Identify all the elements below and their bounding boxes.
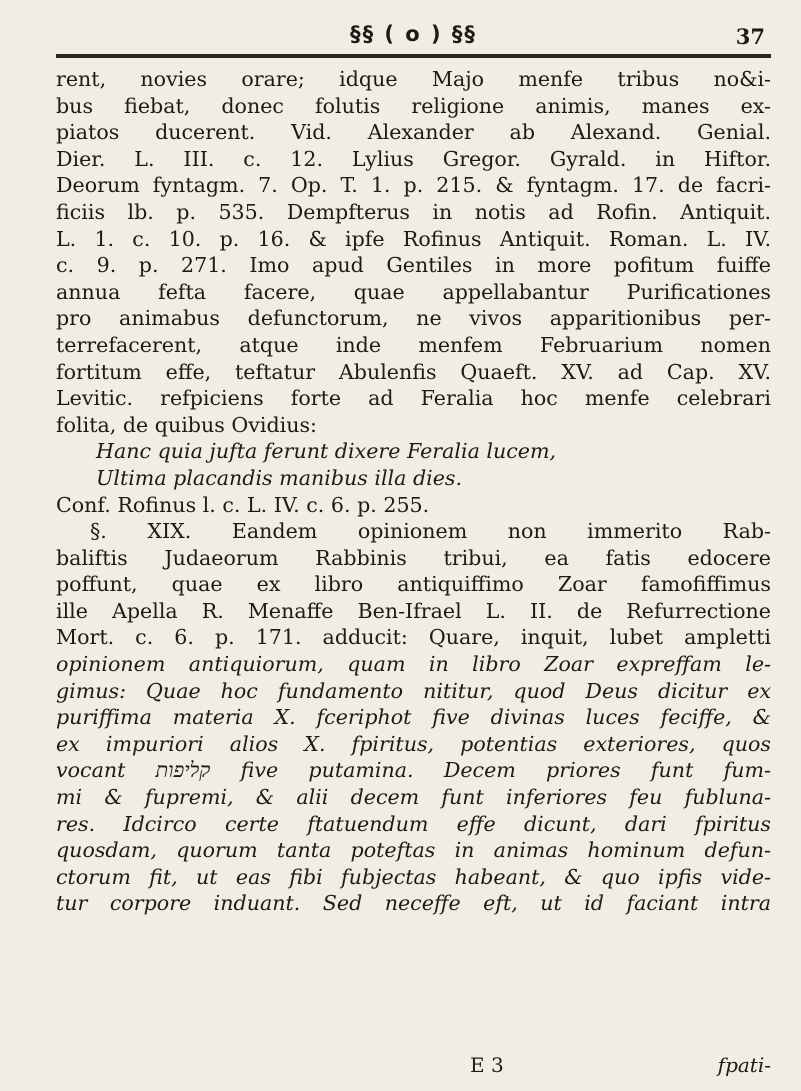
text-line: res. Idcirco certe ftatuendum effe dicunt, dari fpiritus — [56, 811, 771, 836]
text-line: ctorum fit, ut eas fibi fubjectas habeant, & quo ipfis vide- — [56, 864, 771, 889]
page-number: 37 — [735, 24, 765, 49]
text-line: annua fefta facere, quae appellabantur Purificationes — [56, 279, 771, 304]
text-line: poffunt, quae ex libro antiquiffimo Zoar famofiffimus — [56, 572, 771, 597]
header-rule — [56, 54, 771, 58]
running-header — [56, 18, 771, 52]
text-line: mi & fupremi, & alii decem funt inferiores feu fubluna- — [56, 785, 771, 810]
text-line: piatos ducerent. Vid. Alexander ab Alexand. Genial. — [56, 120, 771, 145]
text-line: tur corpore induant. Sed neceffe eft, ut id faciant intra — [56, 891, 771, 916]
section-heading-line: §. XIX. Eandem opinionem non immerito Rab- — [90, 519, 771, 544]
text-line: Dier. L. III. c. 12. Lylius Gregor. Gyrald. in Hiftor. — [56, 146, 771, 171]
text-line: bus fiebat, donec folutis religione animis, manes ex- — [56, 93, 771, 118]
text-line: terrefacerent, atque inde menfem Februarium nomen — [56, 332, 771, 357]
text-line: c. 9. p. 271. Imo apud Gentiles in more pofitum fuiffe — [56, 253, 771, 278]
text-line: L. 1. c. 10. p. 16. & ipfe Rofinus Antiquit. Roman. L. IV. — [56, 226, 771, 251]
text-line: fortitum effe, teftatur Abulenfis Quaeft. XV. ad Cap. XV. — [56, 359, 771, 384]
text-line: ille Apella R. Menaffe Ben-Ifrael L. II. de Refurrectione — [56, 598, 771, 623]
header-ornament: §§ ( o ) §§ — [350, 22, 477, 46]
text-line: Levitic. refpiciens forte ad Feralia hoc menfe celebrari — [56, 386, 771, 411]
text-line: rent, novies orare; idque Majo menfe tribus no&i- — [56, 67, 771, 91]
verse-line: Hanc quia jufta ferunt dixere Feralia lucem, — [96, 439, 557, 464]
text-line: quosdam, quorum tanta poteftas in animas hominum defun- — [56, 838, 771, 863]
text-line: ficiis lb. p. 535. Dempfterus in notis ad Rofin. Antiquit. — [56, 199, 771, 224]
text-line: pro animabus defunctorum, ne vivos apparitionibus per- — [56, 306, 771, 331]
text-line: baliftis Judaeorum Rabbinis tribui, ea fatis edocere — [56, 545, 771, 570]
reference-line: Conf. Rofinus l. c. L. IV. c. 6. p. 255. — [56, 492, 430, 517]
text-line: Deorum fyntagm. 7. Op. T. 1. p. 215. & fyntagm. 17. de facri- — [56, 173, 771, 198]
signature-mark: E 3 — [470, 1053, 504, 1077]
body-text — [56, 66, 771, 917]
text-line: ex impuriori alios X. fpiritus, potentias exteriores, quos — [56, 731, 771, 756]
text-line: Mort. c. 6. p. 171. adducit: Quare, inquit, lubet ampletti — [56, 625, 771, 650]
text-line: gimus: Quae hoc fundamento nititur, quod Deus dicitur ex — [56, 678, 771, 703]
text-line: vocant קליפות five putamina. Decem priores funt fum- — [56, 758, 771, 783]
text-line: puriffima materia X. fceriphot five divinas luces feciffe, & — [56, 705, 771, 730]
text-line: folita, de quibus Ovidius: — [56, 412, 317, 437]
catchword: fpati- — [717, 1053, 771, 1077]
text-line: opinionem antiquiorum, quam in libro Zoar expreffam le- — [56, 652, 771, 677]
verse-line: Ultima placandis manibus illa dies. — [96, 465, 463, 490]
